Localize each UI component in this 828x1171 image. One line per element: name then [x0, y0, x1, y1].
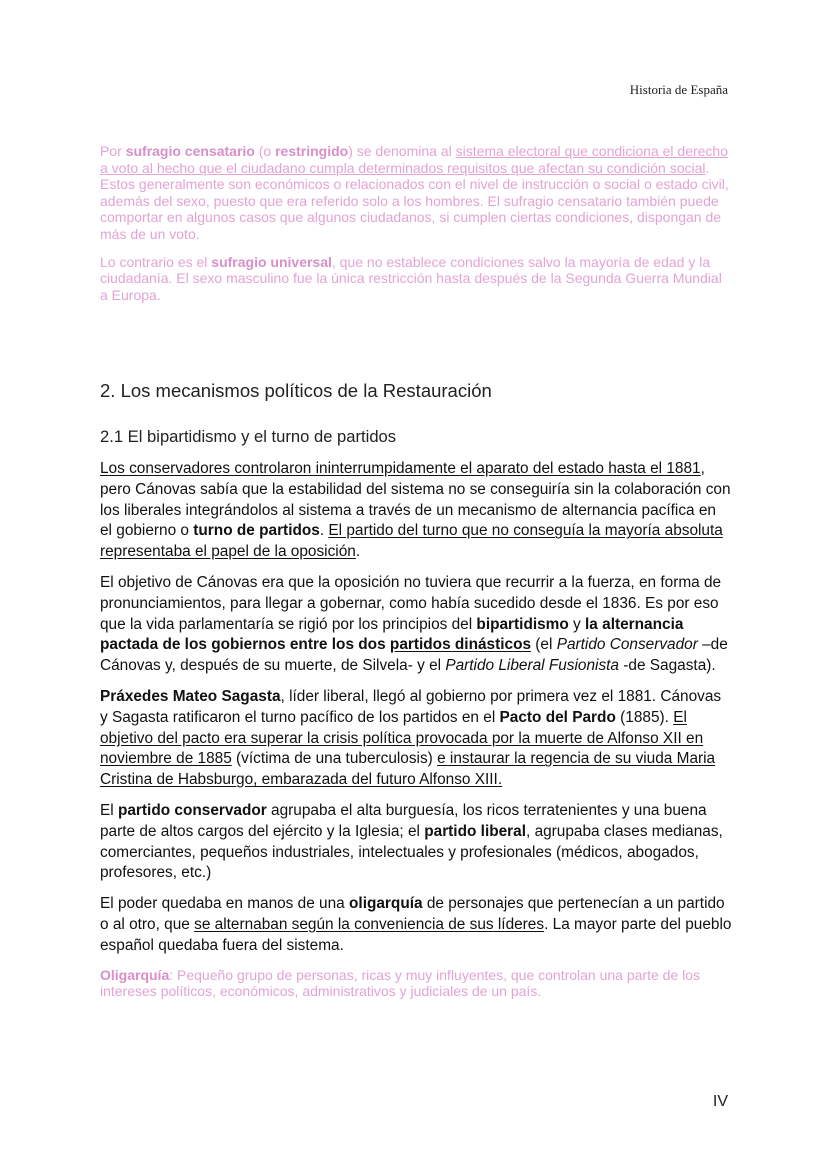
paragraph-sagasta: Práxedes Mateo Sagasta, líder liberal, llegó al gobierno por primera vez el 1881. Cánovas y Sagasta ratificaron el turno pacífico de los partidos en el Pacto del Pardo (1885). El objetivo del pacto era superar la crisis política provocada por la muerte de Alfonso XII en noviembre de 1885 (víctima de una tuberculosis) e instaurar la regencia de su viuda Maria Cristina de Habsburgo, embarazada del futuro Alfonso XIII.	[100, 687, 722, 789]
paragraph-objetivo: El objetivo de Cánovas era que la oposición no tuviera que recurrir a la fuerza, en forma de pronunciamientos, para llegar a gobernar, como había sucedido desde el 1836. Es por eso que la vida parlamentaría se rigió por los principios del bipartidismo y la alternancia pactada de los gobiernos entre los dos partidos dinásticos (el Partido Conservador –de Cánovas y, después de su muerte, de Silvela- y el Partido Liberal Fusionista -de Sagasta).	[100, 573, 728, 675]
running-header: Historia de España	[629, 82, 728, 97]
section-heading: 2. Los mecanismos políticos de la Restauración	[100, 380, 492, 401]
main-text	[100, 459, 732, 1000]
subsection-heading: 2.1 El bipartidismo y el turno de partidos	[100, 427, 397, 446]
subsection-heading-wrap	[100, 427, 732, 447]
glossary-oligarquia: Oligarquía: Pequeño grupo de personas, ricas y muy influyentes, que controlan una parte de los intereses políticos, económicos, administrativos y judiciales de un país.	[100, 966, 701, 1000]
definition-censatario: Por sufragio censatario (o restringido) se denomina al sistema electoral que condiciona el derecho a voto al hecho que el ciudadano cumpla determinados requisitos que afectan su condición social. Estos generalmente son económicos o relacionados con el nivel de instrucción o social o estado civil, además del sexo, puesto que era referido solo a los hombres. El sufragio censatario también puede comportar en algunos casos que algunos ciudadanos, si cumplen ciertas condiciones, dispongan de más de un voto.	[100, 143, 729, 242]
paragraph-oligarquia: El poder quedaba en manos de una oligarquía de personajes que pertenecían a un partido o al otro, que se alternaban según la conveniencia de sus líderes. La mayor parte del pueblo español quedaba fuera del sistema.	[100, 895, 732, 954]
definition-block	[100, 143, 732, 303]
section-heading-wrap	[100, 380, 732, 402]
paragraph-conservadores: Los conservadores controlaron ininterrumpidamente el aparato del estado hasta el 1881, pero Cánovas sabía que la estabilidad del sistema no se conseguiría sin la colaboración con los liberales integrándolos al sistema a través de un mecanismo de alternancia pacífica en el gobierno o turno de partidos. El partido del turno que no conseguía la mayoría absoluta representaba el papel de la oposición.	[100, 460, 731, 561]
definition-universal: Lo contrario es el sufragio universal, que no establece condiciones salvo la mayoría de edad y la ciudadanía. El sexo masculino fue la única restricción hasta después de la Segunda Guerra Mundial a Europa.	[100, 253, 722, 303]
paragraph-partidos: El partido conservador agrupaba el alta burguesía, los ricos terratenientes y una buena parte de altos cargos del ejército y la Iglesia; el partido liberal, agrupaba clases medianas, comerciantes, pequeños industriales, intelectuales y profesionales (médicos, abogados, profesores, etc.)	[100, 801, 723, 882]
page-number: IV	[712, 1093, 728, 1110]
